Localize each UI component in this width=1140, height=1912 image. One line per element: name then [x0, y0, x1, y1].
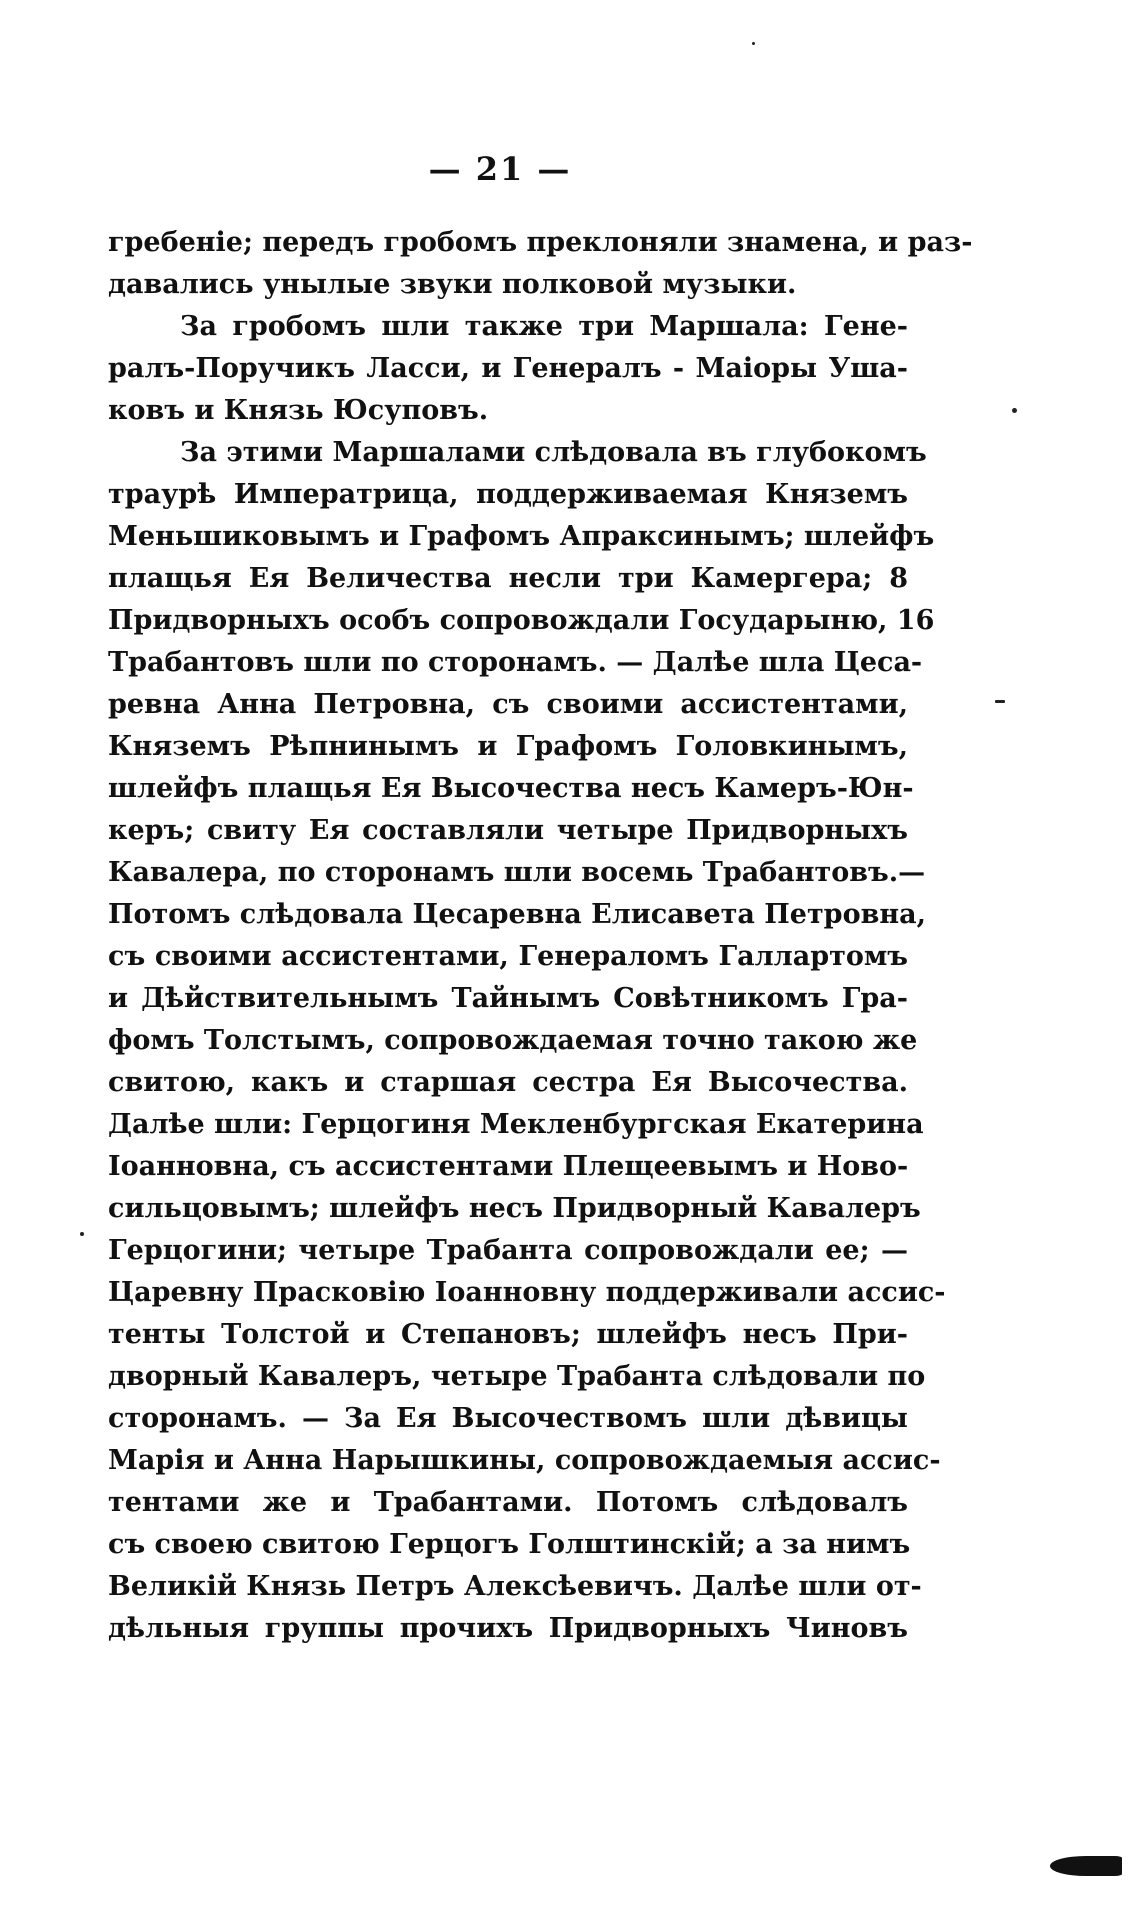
- text-line: керъ; свиту Ея составляли четыре Придворныхъ: [108, 815, 908, 846]
- print-speck: [1012, 408, 1017, 413]
- text-line: Царевну Прасковію Іоанновну поддерживали ассис-: [108, 1277, 946, 1308]
- text-line: Великій Князь Петръ Алексѣевичъ. Далѣе шли от-: [108, 1571, 922, 1602]
- text-line: дѣльныя группы прочихъ Придворныхъ Чиновъ: [108, 1613, 908, 1644]
- text-line: Княземъ Рѣпнинымъ и Графомъ Головкинымъ,: [108, 731, 908, 762]
- text-line: Герцогини; четыре Трабанта сопровождали ее; —: [108, 1235, 908, 1266]
- paragraph-1: [108, 222, 973, 306]
- text-line: Далѣе шли: Герцогиня Мекленбургская Екатерина: [108, 1109, 924, 1140]
- text-line: шлейфъ плащья Ея Высочества несъ Камеръ-Юн-: [108, 773, 914, 804]
- text-line: Трабантовъ шли по сторонамъ. — Далѣе шла Цеса-: [108, 647, 923, 678]
- paragraph-2: [108, 306, 908, 432]
- text-line: За гробомъ шли также три Маршала: Гене-: [180, 311, 908, 342]
- text-line: траурѣ Императрица, поддерживаемая Княземъ: [108, 479, 908, 510]
- text-line: За этими Маршалами слѣдовала въ глубокомъ: [180, 437, 927, 468]
- print-speck: [995, 700, 1005, 703]
- text-line: Марія и Анна Нарышкины, сопровождаемыя ассис-: [108, 1445, 941, 1476]
- text-line: Придворныхъ особъ сопровождали Государыню, 16: [108, 605, 935, 636]
- text-line: ралъ-Поручикъ Ласси, и Генералъ - Маіоры Ушa-: [108, 353, 908, 384]
- paragraph-3: [108, 432, 946, 1650]
- text-line: гребеніе; передъ гробомъ преклоняли знамена, и раз-: [108, 227, 973, 258]
- text-line: свитою, какъ и старшая сестра Ея Высочества.: [108, 1067, 908, 1098]
- text-line: дворный Кавалеръ, четыре Трабанта слѣдовали по: [108, 1361, 926, 1392]
- print-speck: [80, 1232, 84, 1236]
- text-line: тенты Толстой и Степановъ; шлейфъ несъ При-: [108, 1319, 908, 1350]
- text-line: съ своею свитою Герцогъ Голштинскій; а за нимъ: [108, 1529, 911, 1560]
- text-line: и Дѣйствительнымъ Тайнымъ Совѣтникомъ Гра-: [108, 983, 908, 1014]
- text-line: давались унылые звуки полковой музыки.: [108, 269, 797, 300]
- text-line: съ своими ассистентами, Генераломъ Галлартомъ: [108, 941, 908, 972]
- print-speck: [752, 42, 755, 45]
- text-line: Іоанновна, съ ассистентами Плещеевымъ и Ново-: [108, 1151, 909, 1182]
- text-line: тентами же и Трабантами. Потомъ слѣдовалъ: [108, 1487, 908, 1518]
- text-line: Меньшиковымъ и Графомъ Апраксинымъ; шлейфъ: [108, 521, 935, 552]
- text-line: плащья Ея Величества несли три Камергера; 8: [108, 563, 908, 594]
- text-line: фомъ Толстымъ, сопровождаемая точно такою же: [108, 1025, 918, 1056]
- text-line: ковъ и Князь Юсуповъ.: [108, 395, 489, 426]
- page-number: — 21 —: [428, 150, 572, 188]
- text-line: Кавалера, по сторонамъ шли восемь Трабантовъ.—: [108, 857, 926, 888]
- text-line: сторонамъ. — За Ея Высочествомъ шли дѣвицы: [108, 1403, 908, 1434]
- text-line: ревна Анна Петровна, съ своими ассистентами,: [108, 689, 908, 720]
- text-line: сильцовымъ; шлейфъ несъ Придворный Кавалеръ: [108, 1193, 921, 1224]
- page-edge-smudge: [1050, 1856, 1122, 1876]
- body-text: [108, 222, 973, 1650]
- text-line: Потомъ слѣдовала Цесаревна Елисавета Петровна,: [108, 899, 926, 930]
